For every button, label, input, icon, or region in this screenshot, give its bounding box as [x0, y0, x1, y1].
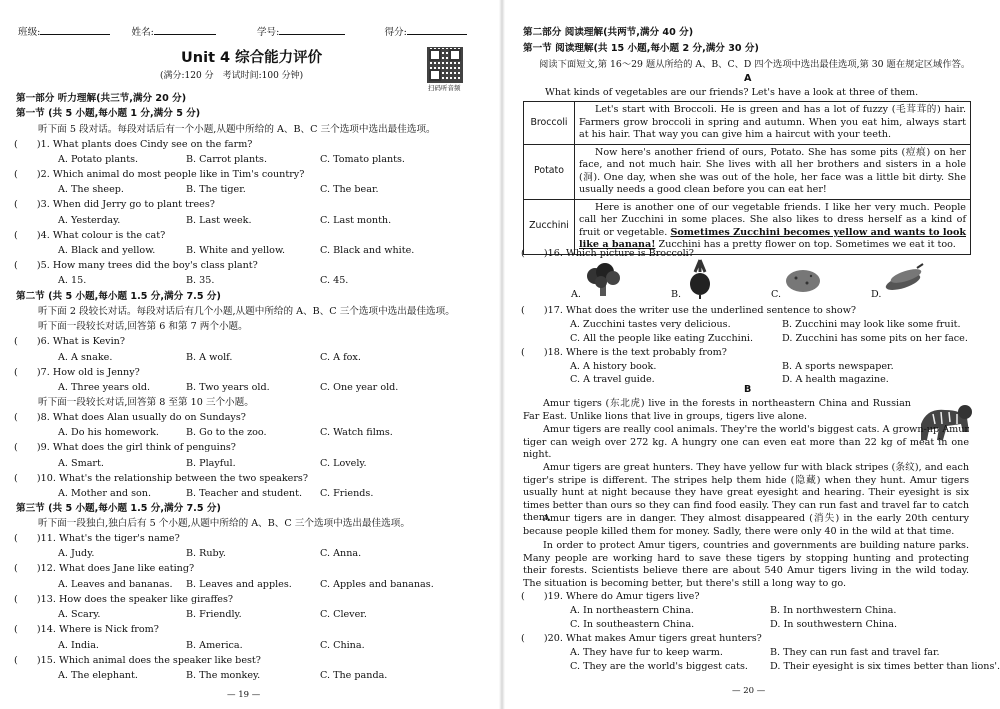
option-18c[interactable]: C. A travel guide.: [570, 374, 655, 385]
beet-picture: [685, 258, 715, 300]
underlined-sentence: Sometimes Zucchini becomes yellow and wants to look like a banana!: [579, 226, 967, 250]
option-10b[interactable]: B. Teacher and student.: [186, 488, 303, 499]
question-17: ( )17. What does the writer use the underlined sentence to show?: [521, 305, 857, 316]
option-10c[interactable]: C. Friends.: [320, 488, 374, 499]
vegetable-table: [523, 101, 971, 255]
option-6c[interactable]: C. A fox.: [320, 352, 361, 363]
passage-b-paragraph-3: Amur tigers are great hunters. They have yellow fur with black stripes (条纹), and each tiger's stripe is different. The stripes help them hide (隐藏) when they hunt. Amur tigers usually hunt at night because they have great eyesight and hearing. Their eyesight is six times better than ours so they can find food easily. They can run fast and travel far to catch them.: [523, 462, 969, 524]
option-13c[interactable]: C. Clever.: [320, 609, 367, 620]
option-7a[interactable]: A. Three years old.: [58, 382, 151, 393]
veg-name-potato: Potato: [524, 144, 575, 199]
option-2b[interactable]: B. The tiger.: [186, 184, 246, 195]
option-5b[interactable]: B. 35.: [186, 275, 215, 286]
passage-b-paragraph-2: Amur tigers are really cool animals. They're the world's biggest cats. A grown-up Amur tiger can weigh over 272 kg. A hungry one can even eat more than 22 kg of meat in one night.: [523, 424, 969, 461]
option-8a[interactable]: A. Do his homework.: [58, 427, 159, 438]
option-4b[interactable]: B. White and yellow.: [186, 245, 286, 256]
option-16d[interactable]: D.: [871, 289, 882, 300]
question-19: ( )19. Where do Amur tigers live?: [521, 591, 700, 602]
option-3b[interactable]: B. Last week.: [186, 215, 252, 226]
name-label: 姓名:: [131, 27, 154, 38]
exam-subtitle: (满分:120 分 考试时间:100 分钟): [160, 71, 304, 81]
option-5c[interactable]: C. 45.: [320, 275, 349, 286]
sec1-instructions: 听下面 5 段对话。每段对话后有一个小题,从题中所给的 A、B、C 三个选项中选出最佳选项。: [38, 124, 436, 135]
option-1b[interactable]: B. Carrot plants.: [186, 154, 267, 165]
sec2-instructions-b: 听下面一段较长对话,回答第 8 至第 10 三个小题。: [38, 397, 254, 408]
sec2-heading: 第二节 (共 5 小题,每小题 1.5 分,满分 7.5 分): [16, 291, 221, 302]
option-12b[interactable]: B. Leaves and apples.: [186, 579, 292, 590]
option-5a[interactable]: A. 15.: [58, 275, 87, 286]
option-20b[interactable]: B. They can run fast and travel far.: [770, 647, 940, 658]
student-info-header: [18, 25, 467, 39]
option-2c[interactable]: C. The bear.: [320, 184, 379, 195]
question-7: ( )7. How old is Jenny?: [14, 367, 140, 378]
question-3: ( )3. When did Jerry go to plant trees?: [14, 199, 215, 210]
sec2-instructions-a: 听下面一段较长对话,回答第 6 和第 7 两个小题。: [38, 321, 248, 332]
question-18: ( )18. Where is the text probably from?: [521, 347, 727, 358]
option-6a[interactable]: A. A snake.: [58, 352, 113, 363]
option-17b[interactable]: B. Zucchini may look like some fruit.: [782, 319, 961, 330]
book-spine: [499, 0, 505, 709]
option-11b[interactable]: B. Ruby.: [186, 548, 226, 559]
page-number: — 20 —: [732, 686, 766, 696]
page-number: — 19 —: [227, 690, 261, 700]
option-17a[interactable]: A. Zucchini tastes very delicious.: [570, 319, 731, 330]
option-13b[interactable]: B. Friendly.: [186, 609, 242, 620]
right-page: [507, 0, 1000, 709]
option-15a[interactable]: A. The elephant.: [58, 670, 138, 681]
student-id-field[interactable]: [279, 25, 345, 35]
question-5: ( )5. How many trees did the boy's class plant?: [14, 260, 258, 271]
potato-picture: [783, 266, 823, 296]
option-18b[interactable]: B. A sports newspaper.: [782, 361, 894, 372]
passage-a-intro: What kinds of vegetables are our friends? Let's have a look at three of them.: [545, 87, 919, 98]
option-20a[interactable]: A. They have fur to keep warm.: [570, 647, 723, 658]
option-2a[interactable]: A. The sheep.: [58, 184, 124, 195]
qr-caption: 扫码听音频: [428, 84, 461, 92]
option-19d[interactable]: D. In southwestern China.: [770, 619, 898, 630]
part2-heading: 第二部分 阅读理解(共两节,满分 40 分): [523, 27, 694, 38]
option-19b[interactable]: B. In northwestern China.: [770, 605, 897, 616]
option-18a[interactable]: A. A history book.: [570, 361, 657, 372]
option-8b[interactable]: B. Go to the zoo.: [186, 427, 267, 438]
question-15: ( )15. Which animal does the speaker like best?: [14, 655, 261, 666]
name-field[interactable]: [154, 25, 216, 35]
question-16: ( )16. Which picture is Broccoli?: [521, 248, 694, 259]
class-field[interactable]: [40, 25, 110, 35]
qr-code[interactable]: [427, 47, 463, 83]
option-18d[interactable]: D. A health magazine.: [782, 374, 889, 385]
question-11: ( )11. What's the tiger's name?: [14, 533, 180, 544]
passage-b-paragraph-5: In order to protect Amur tigers, countries and governments are building nature parks. Many people are working hard to save these tigers by stopping hunting and protecting their forests. Scientists believe there are about 540 Amur tigers living in the wild today. The situation is becoming better, but there's still a long way to go.: [523, 540, 969, 589]
option-9c[interactable]: C. Lovely.: [320, 458, 367, 469]
veg-row-zucchini: [524, 199, 971, 254]
option-7c[interactable]: C. One year old.: [320, 382, 399, 393]
option-19a[interactable]: A. In northeastern China.: [570, 605, 694, 616]
veg-row-broccoli: [524, 102, 971, 145]
veg-row-potato: [524, 144, 971, 199]
option-1a[interactable]: A. Potato plants.: [58, 154, 139, 165]
sec3-instructions: 听下面一段独白,独白后有 5 个小题,从题中所给的 A、B、C 三个选项中选出最佳选项。: [38, 518, 410, 529]
option-17c[interactable]: C. All the people like eating Zucchini.: [570, 333, 754, 344]
question-20: ( )20. What makes Amur tigers great hunters?: [521, 633, 762, 644]
option-6b[interactable]: B. A wolf.: [186, 352, 233, 363]
option-9b[interactable]: B. Playful.: [186, 458, 236, 469]
option-11a[interactable]: A. Judy.: [58, 548, 95, 559]
option-20c[interactable]: C. They are the world's biggest cats.: [570, 661, 748, 672]
option-4c[interactable]: C. Black and white.: [320, 245, 415, 256]
option-16a[interactable]: A.: [571, 289, 581, 300]
page-title: Unit 4 综合能力评价: [181, 50, 323, 66]
question-2: ( )2. Which animal do most people like in Tim's country?: [14, 169, 305, 180]
question-9: ( )9. What does the girl think of penguins?: [14, 442, 236, 453]
question-13: ( )13. How does the speaker like giraffes?: [14, 594, 234, 605]
question-14: ( )14. Where is Nick from?: [14, 624, 159, 635]
passage-b-label: B: [744, 384, 752, 395]
passage-b-paragraph-1: Amur tigers (东北虎) live in the forests in northeastern China and Russian Far East. Unlike lions that live in groups, tigers live alone.: [523, 398, 911, 422]
sec3-heading: 第三节 (共 5 小题,每小题 1.5 分,满分 7.5 分): [16, 503, 221, 514]
sec1-heading: 第一节 (共 5 小题,每小题 1 分,满分 5 分): [16, 108, 201, 119]
veg-text-zucchini: Here is another one of our vegetable friends. I like her very much. People call her Zucchini in some places. She also likes to dress herself as a kind of fruit or vegetable. Sometimes Zucchini becomes yellow and wants to look like a banana! Zucchini has a pretty flower on top. Sometimes we eat it too.: [575, 199, 971, 254]
option-20d[interactable]: D. Their eyesight is six times better than lions'.: [770, 661, 1000, 672]
option-19c[interactable]: C. In southeastern China.: [570, 619, 695, 630]
veg-text-potato: Now here's another friend of ours, Potato. She has some pits (痘痕) on her face, and not much hair. She lives with all her brothers and sisters in a hole (洞). One day, when she was out of the hole, her face was a little bit dirty. She usually needs a good clean before you can eat her!: [575, 144, 971, 199]
veg-text-broccoli: Let's start with Broccoli. He is green and has a lot of fuzzy (毛茸茸的) hair. Farmers grow broccoli in spring and autumn. When you eat him, always start at his hair. That way you can give him a haircut with your teeth.: [575, 102, 971, 145]
passage-a-label: A: [744, 73, 752, 84]
option-10a[interactable]: A. Mother and son.: [58, 488, 151, 499]
option-3c[interactable]: C. Last month.: [320, 215, 392, 226]
option-16b[interactable]: B.: [671, 289, 682, 300]
option-9a[interactable]: A. Smart.: [58, 458, 104, 469]
option-1c[interactable]: C. Tomato plants.: [320, 154, 405, 165]
question-10: ( )10. What's the relationship between the two speakers?: [14, 473, 308, 484]
score-label: 得分:: [384, 27, 407, 38]
option-12c[interactable]: C. Apples and bananas.: [320, 579, 434, 590]
part1-heading: 第一部分 听力理解(共三节,满分 20 分): [16, 93, 187, 104]
option-11c[interactable]: C. Anna.: [320, 548, 362, 559]
question-4: ( )4. What colour is the cat?: [14, 230, 166, 241]
question-1: ( )1. What plants does Cindy see on the farm?: [14, 139, 253, 150]
option-14b[interactable]: B. America.: [186, 640, 243, 651]
reading-instructions: 阅读下面短文,第 16～29 题从所给的 A、B、C、D 四个选项中选出最佳选项,第 30 题在规定区域作答。: [539, 59, 971, 70]
zucchini-picture: [883, 262, 925, 294]
class-label: 班级:: [18, 27, 41, 38]
veg-name-zucchini: Zucchini: [524, 199, 575, 254]
student-id-label: 学号:: [256, 27, 280, 38]
question-8: ( )8. What does Alan usually do on Sundays?: [14, 412, 246, 423]
option-14a[interactable]: A. India.: [58, 640, 99, 651]
question-12: ( )12. What does Jane like eating?: [14, 563, 195, 574]
option-15b[interactable]: B. The monkey.: [186, 670, 261, 681]
option-14c[interactable]: C. China.: [320, 640, 365, 651]
option-8c[interactable]: C. Watch films.: [320, 427, 393, 438]
option-16c[interactable]: C.: [771, 289, 782, 300]
score-field[interactable]: [407, 25, 467, 35]
option-17d[interactable]: D. Zucchini has some pits on her face.: [782, 333, 968, 344]
option-13a[interactable]: A. Scary.: [58, 609, 101, 620]
passage-b-paragraph-4: Amur tigers are in danger. They almost disappeared (消失) in the early 20th century because people killed them for money. Sadly, there were only 40 in the wild at that time.: [523, 513, 969, 537]
option-12a[interactable]: A. Leaves and bananas.: [58, 579, 173, 590]
option-15c[interactable]: C. The panda.: [320, 670, 388, 681]
reading-sec1-heading: 第一节 阅读理解(共 15 小题,每小题 2 分,满分 30 分): [523, 43, 759, 54]
option-7b[interactable]: B. Two years old.: [186, 382, 270, 393]
question-6: ( )6. What is Kevin?: [14, 336, 125, 347]
option-4a[interactable]: A. Black and yellow.: [58, 245, 156, 256]
broccoli-picture: [583, 262, 623, 298]
sec2-instructions: 听下面 2 段较长对话。每段对话后有几个小题,从题中所给的 A、B、C 三个选项中选出最佳选项。: [38, 306, 455, 317]
veg-name-broccoli: Broccoli: [524, 102, 575, 145]
option-3a[interactable]: A. Yesterday.: [58, 215, 121, 226]
left-page: [0, 0, 497, 709]
